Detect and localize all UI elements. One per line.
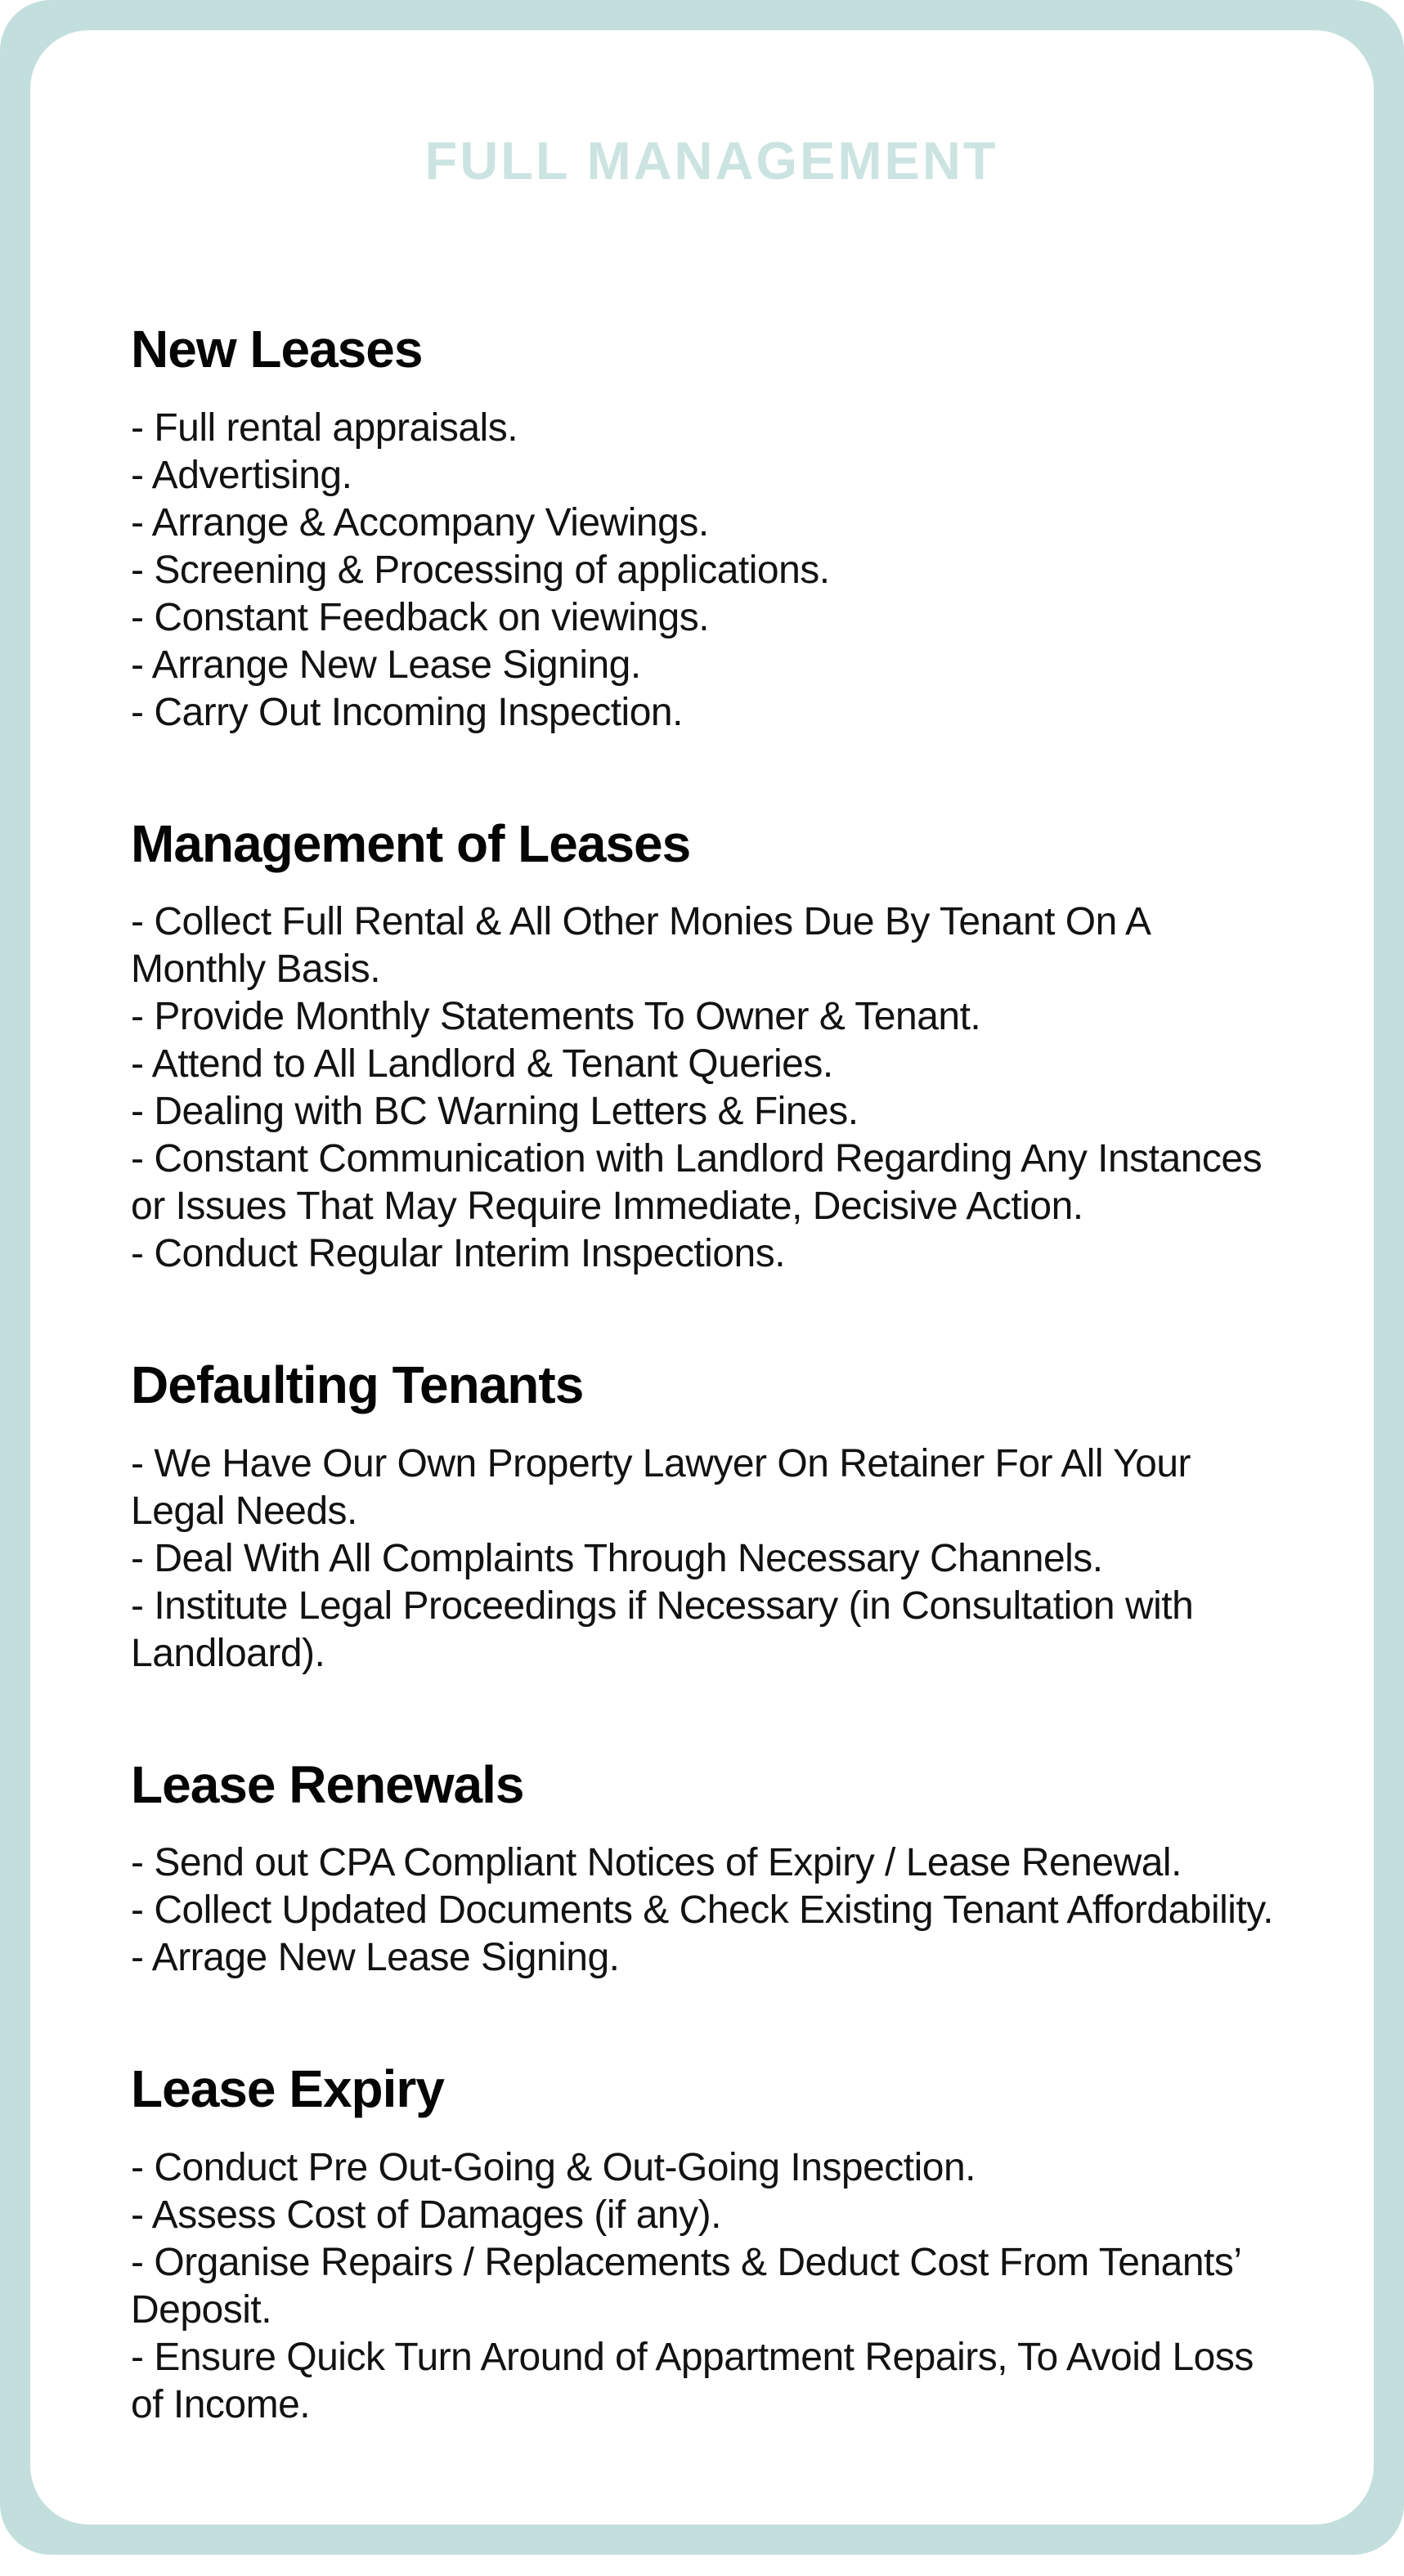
list-item: - Arrage New Lease Signing. [131, 1936, 620, 1980]
section-management-of-leases [131, 814, 1292, 1279]
list-item: - Send out CPA Compliant Notices of Expiry / Lease Renewal. [131, 1841, 1182, 1885]
list-item: - Full rental appraisals. [131, 405, 518, 450]
section-lease-expiry [131, 2059, 1292, 2429]
list-item: - Advertising. [131, 453, 352, 497]
list-item: - We Have Our Own Property Lawyer On Retainer For All Your Legal Needs. [131, 1441, 1191, 1533]
list-item: - Arrange New Lease Signing. [131, 643, 641, 687]
list-item: - Dealing with BC Warning Letters & Fines. [131, 1090, 859, 1134]
list-item: - Carry Out Incoming Inspection. [131, 690, 683, 734]
page-title: FULL MANAGEMENT [424, 131, 998, 190]
list-item: - Conduct Regular Interim Inspections. [131, 1232, 786, 1276]
section-heading: New Leases [131, 320, 423, 379]
list-item: - Provide Monthly Statements To Owner & Tenant. [131, 995, 981, 1039]
list-item: - Conduct Pre Out-Going & Out-Going Inspection. [131, 2145, 976, 2189]
section-heading: Defaulting Tenants [131, 1355, 584, 1415]
section-heading: Lease Expiry [131, 2059, 444, 2119]
section-new-leases [131, 320, 1292, 737]
list-item: - Collect Full Rental & All Other Monies Due By Tenant On A Monthly Basis. [131, 900, 1149, 992]
list-item: - Constant Communication with Landlord Regarding Any Instances or Issues That May Require Immediate, Decisive Action. [131, 1137, 1263, 1229]
list-item: - Attend to All Landlord & Tenant Queries. [131, 1042, 833, 1086]
list-item: - Deal With All Complaints Through Necessary Channels. [131, 1536, 1103, 1580]
card-content [30, 129, 1374, 2429]
list-item: - Collect Updated Documents & Check Existing Tenant Affordability. [131, 1888, 1274, 1933]
list-item: - Assess Cost of Damages (if any). [131, 2193, 721, 2237]
list-item: - Ensure Quick Turn Around of Appartment Repairs, To Avoid Loss of Income. [131, 2335, 1254, 2426]
section-defaulting-tenants [131, 1355, 1292, 1678]
section-lease-renewals [131, 1755, 1292, 1982]
list-item: - Organise Repairs / Replacements & Deduct Cost From Tenants’ Deposit. [131, 2240, 1240, 2332]
section-heading: Lease Renewals [131, 1754, 524, 1814]
list-item: - Constant Feedback on viewings. [131, 595, 710, 639]
list-item: - Arrange & Accompany Viewings. [131, 500, 709, 544]
list-item: - Institute Legal Proceedings if Necessary (in Consultation with Landloard). [131, 1584, 1194, 1675]
section-heading: Management of Leases [131, 813, 691, 873]
list-item: - Screening & Processing of applications. [131, 548, 830, 592]
content-card [30, 30, 1374, 2524]
